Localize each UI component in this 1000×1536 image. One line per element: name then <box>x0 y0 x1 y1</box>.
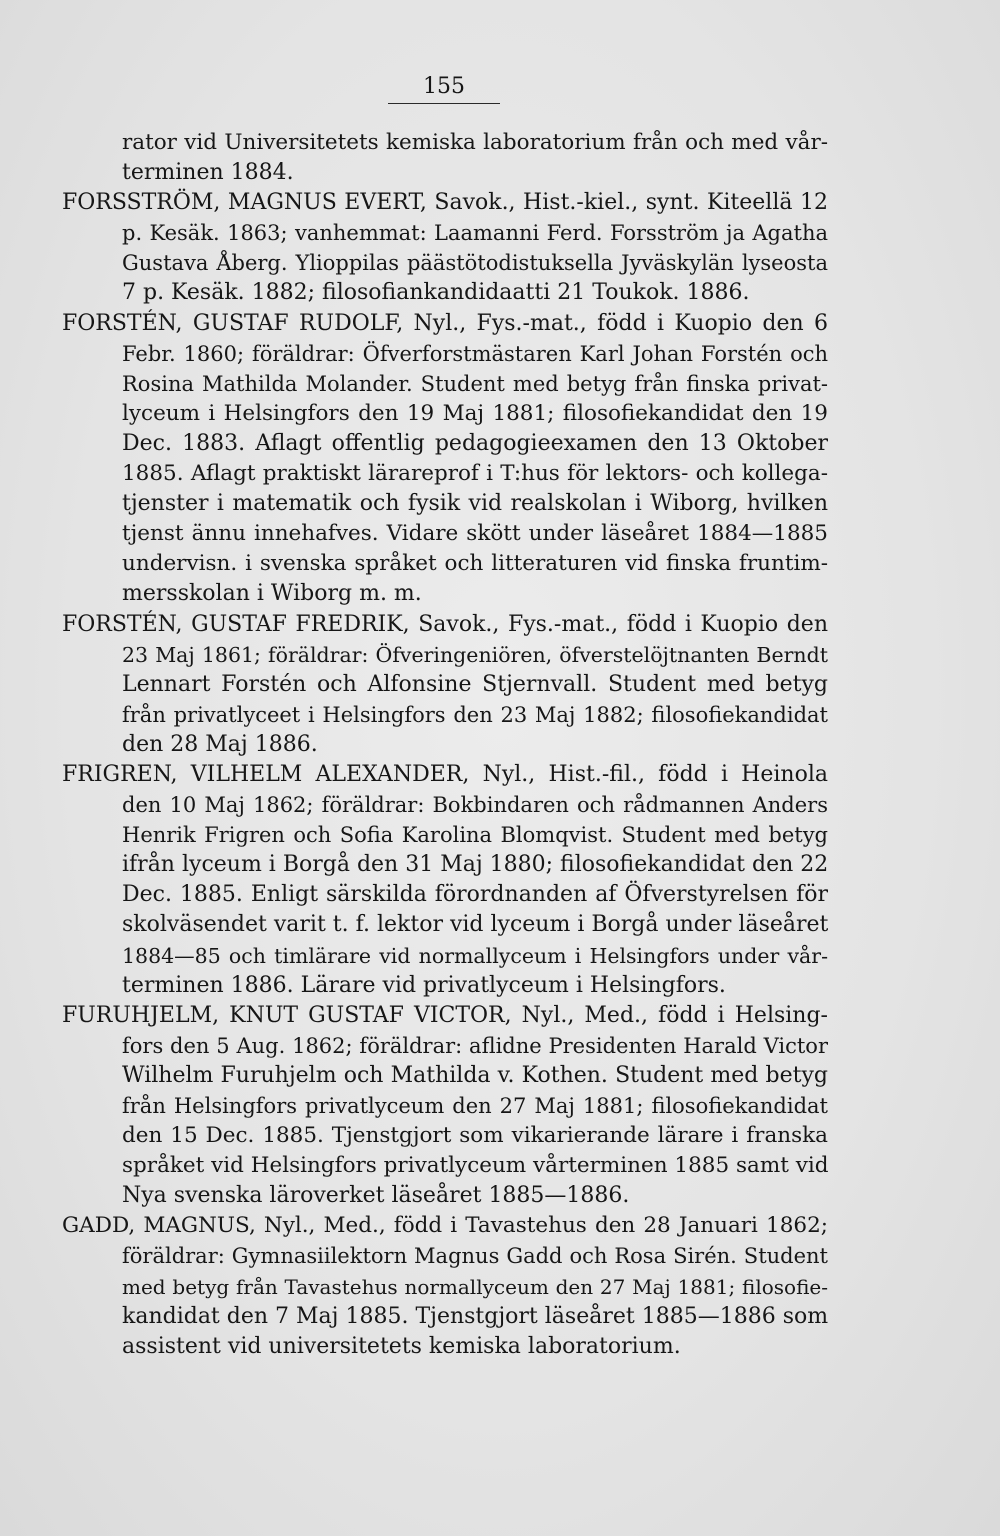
page-number: 155 <box>423 74 465 99</box>
text-line: FURUHJELM, KNUT GUSTAF VICTOR, Nyl., Med., född i Helsing- <box>62 1002 828 1028</box>
text-line: ifrån lyceum i Borgå den 31 Maj 1880; filosofiekandidat den 22 <box>122 852 828 878</box>
text-line: undervisn. i svenska språket och litteraturen vid finska fruntim- <box>122 551 828 577</box>
text-line: med betyg från Tavastehus normallyceum den 27 Maj 1881; filosofie- <box>122 1274 828 1299</box>
text-line: tjenster i matematik och fysik vid realskolan i Wiborg, hvilken <box>122 491 828 517</box>
text-line: assistent vid universitetets kemiska laboratorium. <box>122 1333 681 1359</box>
text-line: den 10 Maj 1862; föräldrar: Bokbindaren och rådmannen Anders <box>122 793 828 818</box>
text-line: den 28 Maj 1886. <box>122 731 318 757</box>
text-line: 7 p. Kesäk. 1882; filosofiankandidaatti 21 Toukok. 1886. <box>122 280 750 306</box>
text-line: 1884—85 och timlärare vid normallyceum i Helsingfors under vår- <box>122 943 828 968</box>
text-line: lyceum i Helsingfors den 19 Maj 1881; filosofiekandidat den 19 <box>122 400 828 426</box>
text-line: 23 Maj 1861; föräldrar: Öfveringeniören, öfverstelöjtnanten Berndt <box>122 642 828 667</box>
text-line: Febr. 1860; föräldrar: Öfverforstmästaren Karl Johan Forstén och <box>122 341 828 366</box>
text-line: FORSTÉN, GUSTAF FREDRIK, Savok., Fys.-mat., född i Kuopio den <box>62 611 828 637</box>
text-line: p. Kesäk. 1863; vanhemmat: Laamanni Ferd. Forsström ja Agatha <box>122 221 828 246</box>
text-line: kandidat den 7 Maj 1885. Tjenstgjort läseåret 1885—1886 som <box>122 1303 828 1329</box>
text-line: Gustava Åberg. Ylioppilas päästötodistuksella Jyväskylän lyseosta <box>122 251 828 276</box>
text-line: FORSTÉN, GUSTAF RUDOLF, Nyl., Fys.-mat., född i Kuopio den 6 <box>62 310 828 336</box>
text-body <box>62 128 828 1362</box>
text-line: Lennart Forstén och Alfonsine Stjernvall. Student med betyg <box>122 671 828 697</box>
text-line: föräldrar: Gymnasiilektorn Magnus Gadd och Rosa Sirén. Student <box>122 1244 828 1269</box>
text-line: FRIGREN, VILHELM ALEXANDER, Nyl., Hist.-fil., född i Heinola <box>62 761 828 787</box>
text-line: från Helsingfors privatlyceum den 27 Maj 1881; filosofiekandidat <box>122 1094 828 1118</box>
text-line: från privatlyceet i Helsingfors den 23 Maj 1882; filosofiekandidat <box>122 702 828 727</box>
text-line: 1885. Aflagt praktiskt lärareprof i T:hus för lektors- och kollega- <box>122 461 828 487</box>
text-line: GADD, MAGNUS, Nyl., Med., född i Tavastehus den 28 Januari 1862; <box>62 1213 828 1239</box>
text-line: FORSSTRÖM, MAGNUS EVERT, Savok., Hist.-kiel., synt. Kiteellä 12 <box>62 190 828 216</box>
text-line: Dec. 1885. Enligt särskilda förordnanden af Öfverstyrelsen för <box>122 882 828 908</box>
text-line: terminen 1886. Lärare vid privatlyceum i Helsingfors. <box>122 972 726 998</box>
text-line: mersskolan i Wiborg m. m. <box>122 581 422 607</box>
text-line: fors den 5 Aug. 1862; föräldrar: aflidne Presidenten Harald Victor <box>122 1033 828 1058</box>
text-line: tjenst ännu innehafves. Vidare skött under läseåret 1884—1885 <box>122 521 828 547</box>
text-line: Nya svenska läroverket läseåret 1885—1886. <box>122 1183 630 1209</box>
text-line: den 15 Dec. 1885. Tjenstgjort som vikarierande lärare i franska <box>122 1123 828 1149</box>
text-line: terminen 1884. <box>122 160 294 186</box>
text-line: rator vid Universitetets kemiska laboratorium från och med vår- <box>122 130 828 155</box>
text-line: Rosina Mathilda Molander. Student med betyg från finska privat- <box>122 371 828 396</box>
page-number-rule <box>388 103 500 104</box>
text-line: Henrik Frigren och Sofia Karolina Blomqvist. Student med betyg <box>122 823 828 848</box>
text-line: skolväsendet varit t. f. lektor vid lyceum i Borgå under läseåret <box>122 912 828 938</box>
text-line: språket vid Helsingfors privatlyceum vårterminen 1885 samt vid <box>122 1153 828 1179</box>
text-line: Dec. 1883. Aflagt offentlig pedagogieexamen den 13 Oktober <box>122 430 828 456</box>
text-line: Wilhelm Furuhjelm och Mathilda v. Kothen. Student med betyg <box>122 1062 828 1088</box>
